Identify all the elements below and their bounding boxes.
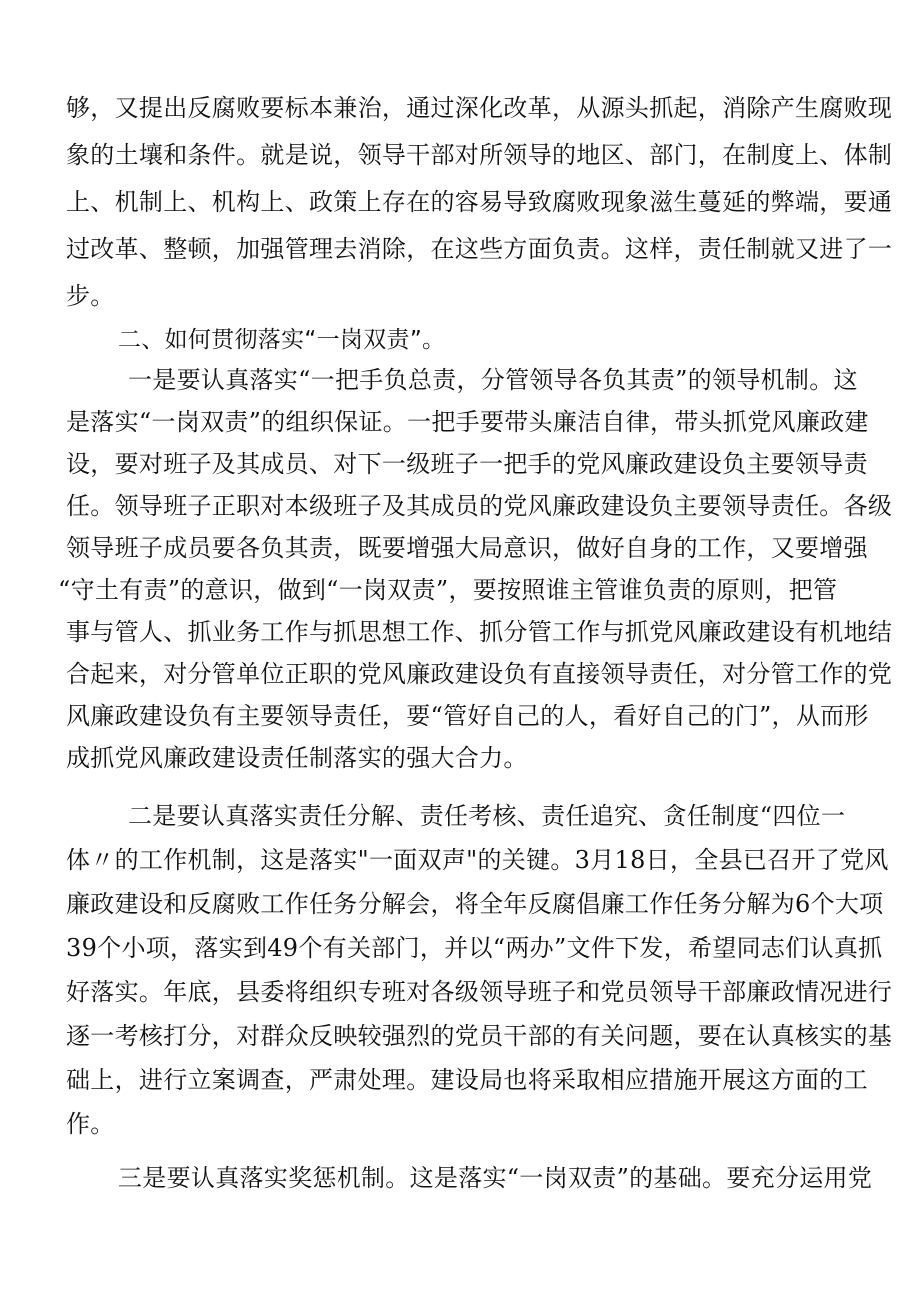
paragraph-line: 任。领导班子正职对本级班子及其成员的党风廉政建设负主要领导责任。各级 xyxy=(66,492,893,520)
paragraph-line: 二是要认真落实责任分解、责任考核、责任追究、贪任制度“四位一 xyxy=(128,802,846,830)
paragraph-line: 合起来，对分管单位正职的党风廉政建设负有直接领导责任，对分管工作的党 xyxy=(66,660,893,688)
paragraph-line: 事与管人、抓业务工作与抓思想工作、抓分管工作与抓党风廉政建设有机地结 xyxy=(66,618,893,646)
paragraph-line: 39个小项，落实到49个有关部门，并以“两办”文件下发，希望同志们认真抓 xyxy=(66,934,883,962)
paragraph-line: 好落实。年底，县委将组织专班对各级领导班子和党员领导干部廉政情况进行 xyxy=(66,978,893,1006)
paragraph-line: 风廉政建设负有主要领导责任，要“管好自己的人，看好自己的门”，从而形 xyxy=(66,702,869,730)
paragraph-line: 设，要对班子及其成员、对下一级班子一把手的党风廉政建设负主要领导责 xyxy=(66,450,868,478)
paragraph-line: 领导班子成员要各负其责，既要增强大局意识，做好自身的工作，又要增强 xyxy=(66,534,868,562)
paragraph-line: 象的土壤和条件。就是说，领导干部对所领导的地区、部门，在制度上、体制 xyxy=(66,141,893,169)
paragraph-line: 步。 xyxy=(66,282,115,310)
paragraph-line: 过改革、整顿，加强管理去消除，在这些方面负责。这样，责任制就又进了一 xyxy=(66,235,893,263)
paragraph-line: 成抓党风廉政建设责任制落实的强大合力。 xyxy=(66,744,528,772)
paragraph-line: 逐一考核打分，对群众反映较强烈的党员干部的有关问题，要在认真核实的基 xyxy=(66,1022,893,1050)
paragraph-line: 是落实“一岗双责”的组织保证。一把手要带头廉洁自律，带头抓党风廉政建 xyxy=(66,408,869,436)
paragraph-line: 够，又提出反腐败要标本兼治，通过深化改革，从源头抓起，消除产生腐败现 xyxy=(66,94,893,122)
paragraph-line: 础上，进行立案调查，严肃处理。建设局也将采取相应措施开展这方面的工 xyxy=(66,1066,868,1094)
section-heading: 二、如何贯彻落实“一岗双责”。 xyxy=(118,327,446,353)
paragraph-line: “守土有责”的意识，做到“一岗双责”，要按照谁主管谁负责的原则，把管 xyxy=(58,576,838,604)
paragraph-line: 上、机制上、机构上、政策上存在的容易导致腐败现象滋生蔓延的弊端，要通 xyxy=(66,188,893,216)
paragraph-line: 一是要认真落实“一把手负总责，分管领导各负其责”的领导机制。这 xyxy=(128,366,858,394)
paragraph-line: 作。 xyxy=(66,1110,115,1138)
paragraph-line: 体〃的工作机制，这是落实"一面双声"的关键。3月18日，全县已召开了党风 xyxy=(66,846,889,874)
paragraph-line: 廉政建设和反腐败工作任务分解会，将全年反腐倡廉工作任务分解为6个大项 xyxy=(66,890,884,918)
paragraph-line: 三是要认真落实奖惩机制。这是落实“一岗双责”的基础。要充分运用党 xyxy=(118,1164,873,1192)
